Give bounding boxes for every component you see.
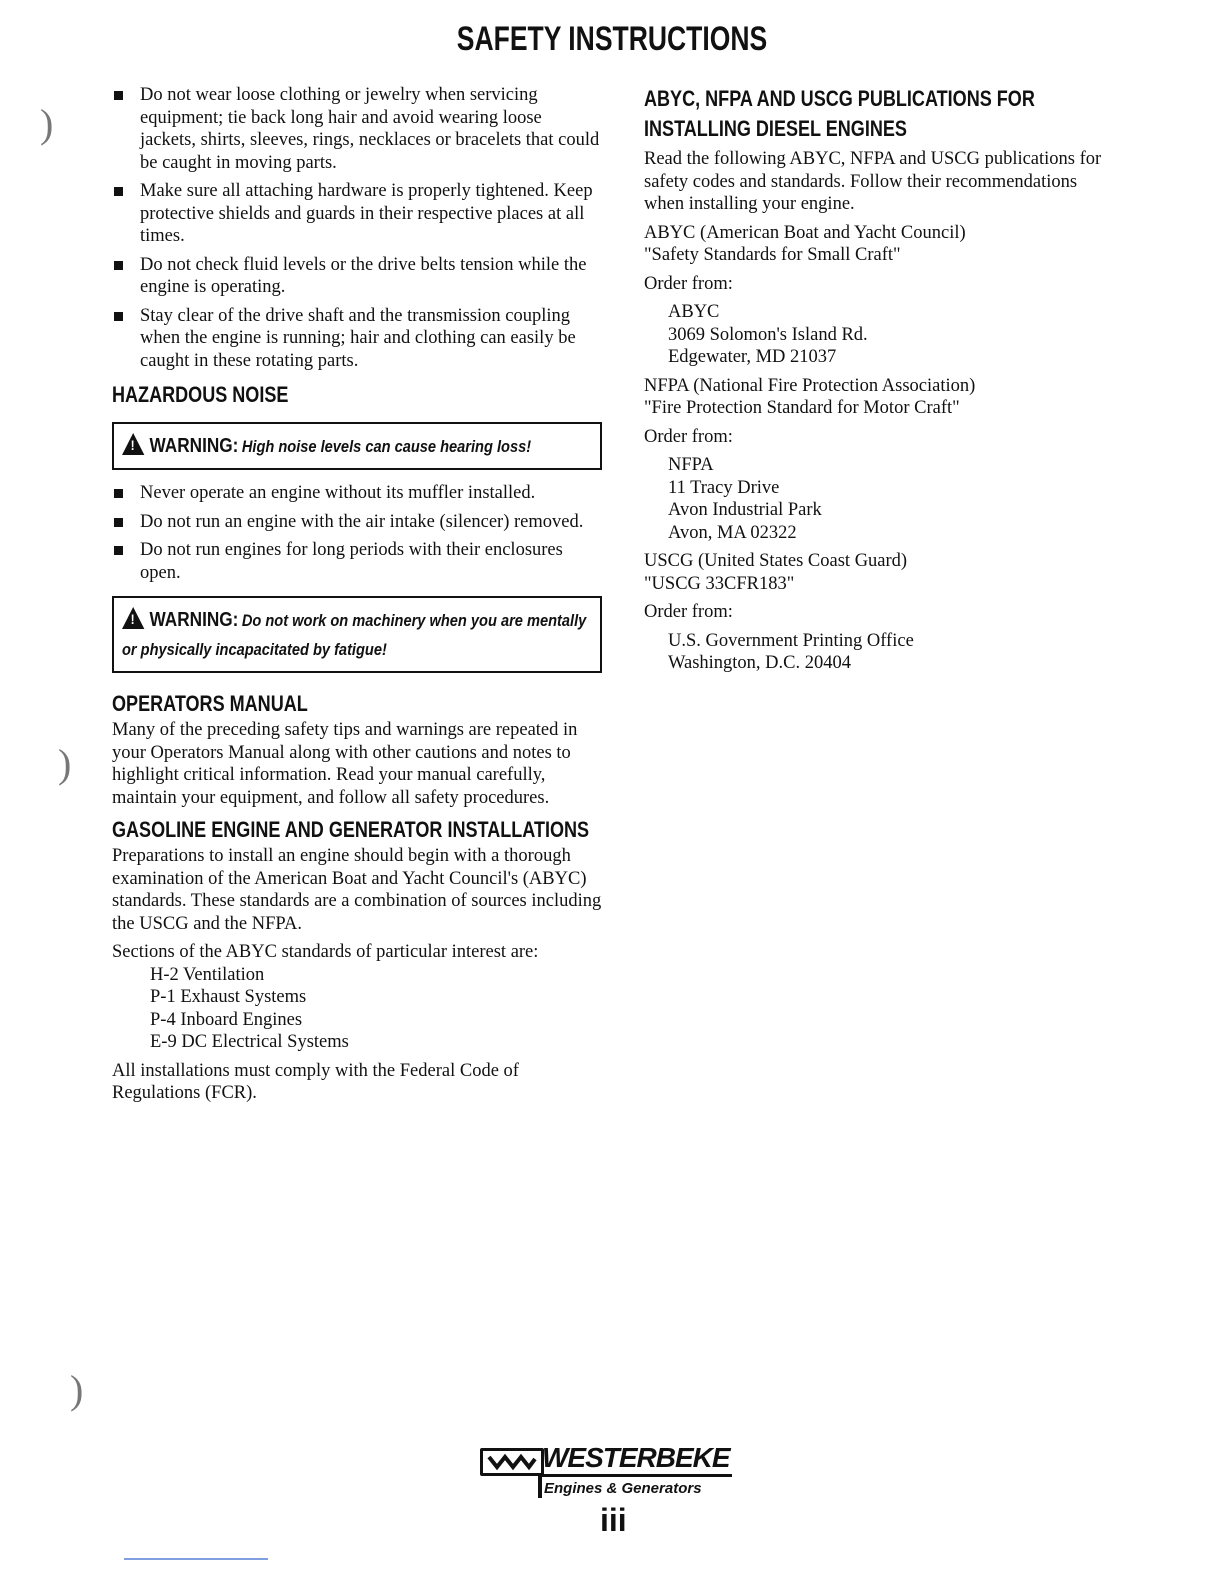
logo-emblem-icon	[480, 1448, 544, 1476]
bullet-square-icon	[114, 518, 123, 527]
right-column	[644, 84, 1114, 675]
scan-hole-mark: )	[40, 101, 54, 146]
bullet-square-icon	[114, 546, 123, 555]
address-line: Avon Industrial Park	[668, 500, 822, 520]
publication-title: "USCG 33CFR183"	[644, 573, 795, 594]
warning-triangle-icon: !	[122, 433, 144, 455]
list-item: Never operate an engine without its muffler installed.	[112, 482, 602, 505]
list-item: E-9 DC Electrical Systems	[150, 1032, 349, 1052]
address-block	[644, 454, 1114, 544]
page-title: SAFETY INSTRUCTIONS	[456, 20, 768, 58]
list-item: Stay clear of the drive shaft and the transmission coupling when the engine is running; hair and clothing can easily be caught in these rotating parts.	[112, 305, 602, 373]
bullet-square-icon	[114, 261, 123, 270]
logo-stem	[538, 1474, 542, 1498]
address-block	[644, 630, 1114, 675]
operators-manual-text: Many of the preceding safety tips and warnings are repeated in your Operators Manual along with other cautions and notes to highlight critical information. Read your manual carefully, maintain your equipment, and follow all safety procedures.	[112, 720, 578, 808]
list-item: P-1 Exhaust Systems	[150, 987, 307, 1007]
address-line: 3069 Solomon's Island Rd.	[668, 324, 868, 345]
order-from-label: Order from:	[644, 273, 733, 294]
left-column	[112, 84, 602, 1105]
bullet-square-icon	[114, 91, 123, 100]
clothing-bullet-list	[112, 84, 602, 372]
noise-warning-box	[112, 422, 602, 470]
address-line: NFPA	[668, 455, 714, 475]
closing-text: All installations must comply with the Federal Code of Regulations (FCR).	[112, 1060, 519, 1103]
bullet-square-icon	[114, 489, 123, 498]
westerbeke-logo	[480, 1442, 760, 1508]
logo-wave-icon	[483, 1451, 541, 1473]
list-item: Do not check fluid levels or the drive belts tension while the engine is operating.	[112, 254, 602, 299]
list-item: Do not run an engine with the air intake (silencer) removed.	[112, 511, 602, 534]
address-line: Washington, D.C. 20404	[668, 653, 851, 673]
publications-heading-line2: INSTALLING DIESEL ENGINES	[644, 116, 907, 141]
publication-abbr: ABYC	[644, 222, 696, 243]
warning-label: WARNING:	[149, 435, 239, 457]
scan-artifact-line	[124, 1558, 268, 1560]
scan-hole-mark: )	[70, 1367, 84, 1412]
warning-text: High noise levels can cause hearing loss!	[241, 437, 532, 456]
publication-title: "Fire Protection Standard for Motor Craft"	[644, 398, 960, 418]
noise-bullet-list	[112, 482, 602, 584]
publication-title: "Safety Standards for Small Craft"	[644, 245, 901, 265]
logo-rule	[542, 1474, 732, 1477]
bullet-square-icon	[114, 312, 123, 321]
operators-manual-heading: OPERATORS MANUAL	[112, 691, 308, 716]
abyc-sections-list	[112, 964, 602, 1054]
address-line: U.S. Government Printing Office	[668, 630, 914, 651]
list-item: P-4 Inboard Engines	[150, 1009, 303, 1030]
warning-label: WARNING:	[149, 609, 239, 631]
address-line: Edgewater, MD 21037	[668, 347, 837, 367]
sections-intro: Sections of the ABYC standards of particular interest are:	[112, 942, 539, 962]
scan-hole-mark: )	[58, 741, 72, 786]
publication-abbr: NFPA	[644, 375, 689, 396]
address-line: ABYC	[668, 302, 720, 322]
address-block	[644, 301, 1114, 369]
publication-abbr: USCG	[644, 551, 694, 571]
bullet-square-icon	[114, 187, 123, 196]
order-from-label: Order from:	[644, 426, 733, 447]
publication-org: (National Fire Protection Association)	[693, 375, 976, 396]
brand-name: WESTERBEKE	[542, 1442, 730, 1473]
warning-text: Do not work on machinery when you are mentally or physically incapacitated by fatigue!	[122, 611, 587, 659]
page-number: iii	[600, 1502, 627, 1538]
list-item: Make sure all attaching hardware is properly tightened. Keep protective shields and guards in their respective places at all times.	[112, 180, 602, 248]
publication-nfpa	[644, 375, 1114, 545]
publication-org: (United States Coast Guard)	[697, 551, 908, 571]
address-line: Avon, MA 02322	[668, 522, 797, 543]
gasoline-installations-heading: GASOLINE ENGINE AND GENERATOR INSTALLATIONS	[112, 817, 590, 842]
publication-uscg	[644, 550, 1114, 675]
gasoline-installations-text: Preparations to install an engine should begin with a thorough examination of the American Boat and Yacht Council's (ABYC) standards. These standards are a combination of sources including the USCG and the NFPA.	[112, 846, 602, 934]
list-item: Do not wear loose clothing or jewelry when servicing equipment; tie back long hair and avoid wearing loose jackets, shirts, sleeves, rings, necklaces or bracelets that could be caught in moving parts.	[112, 84, 602, 174]
hazardous-noise-heading: HAZARDOUS NOISE	[112, 382, 289, 407]
publication-abyc	[644, 222, 1114, 369]
publications-intro: Read the following ABYC, NFPA and USCG publications for safety codes and standards. Follow their recommendations when installing your engine.	[644, 149, 1102, 214]
fatigue-warning-box	[112, 596, 602, 673]
list-item: Do not run engines for long periods with their enclosures open.	[112, 539, 602, 584]
address-line: 11 Tracy Drive	[668, 477, 780, 498]
order-from-label: Order from:	[644, 602, 733, 622]
publications-heading-line1: ABYC, NFPA AND USCG PUBLICATIONS FOR	[644, 86, 1035, 111]
list-item: H-2 Ventilation	[150, 964, 265, 985]
publication-org: (American Boat and Yacht Council)	[700, 222, 966, 243]
brand-tagline: Engines & Generators	[544, 1480, 702, 1497]
warning-triangle-icon: !	[122, 607, 144, 629]
